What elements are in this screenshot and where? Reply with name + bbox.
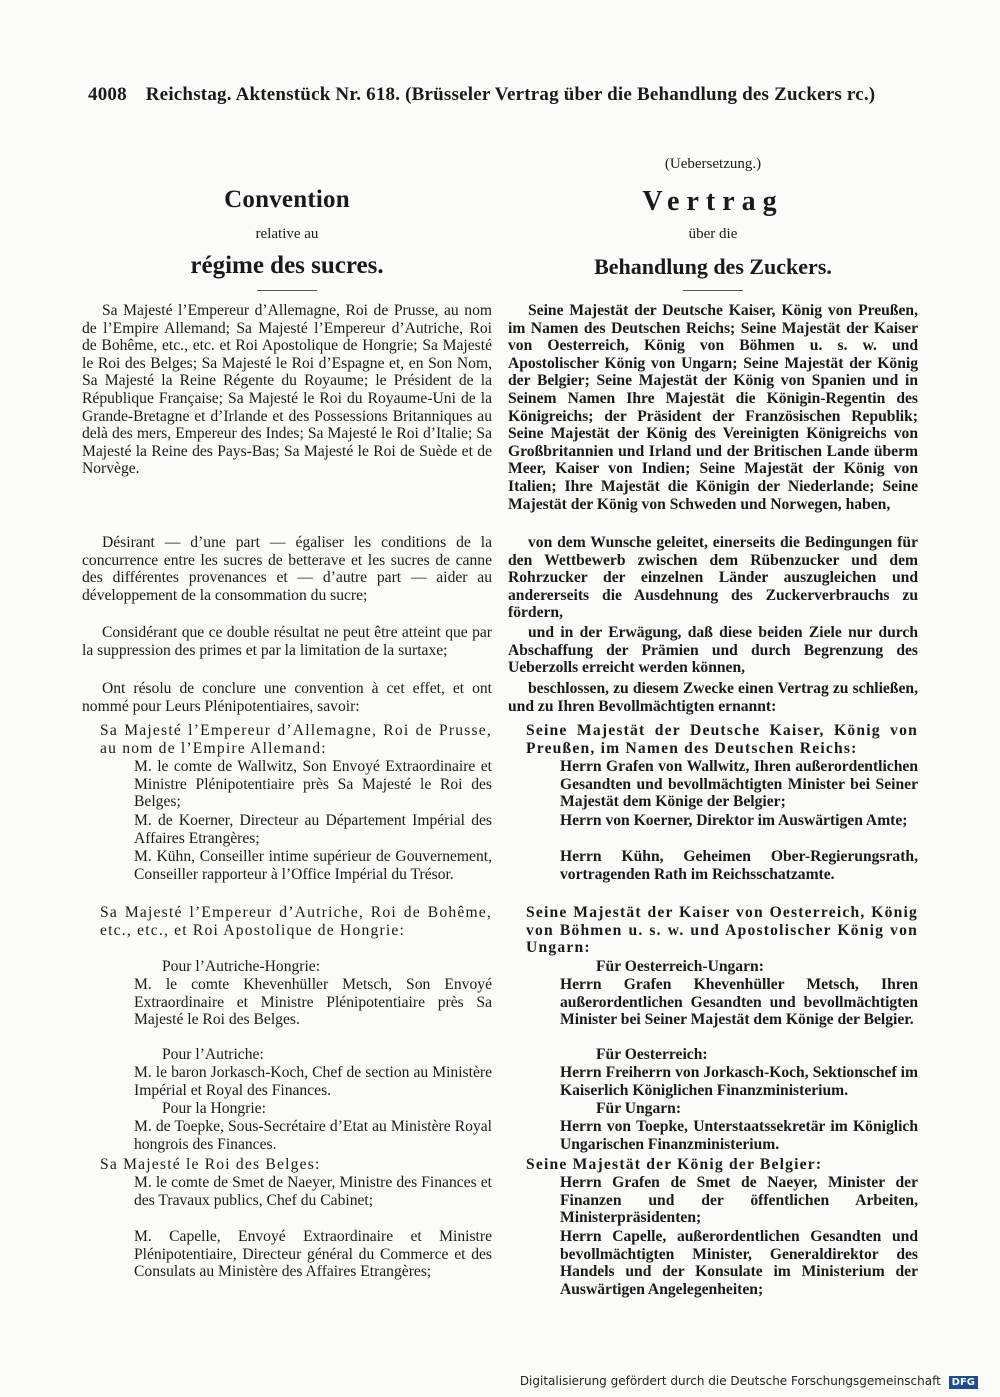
french-label-hungary: Pour la Hongrie: <box>162 1100 266 1117</box>
german-belgium-heading: Seine Majestät der König der Belgier: <box>526 1156 823 1173</box>
german-delegate-capelle: Herrn Capelle, außerordentlichen Gesandten und bevollmächtigten Minister, Generaldirektor des Handels und der Konsulate im Ministerium der Auswärtigen Angelegenheiten; <box>560 1228 918 1298</box>
german-preamble-sovereigns: Seine Majestät der Deutsche Kaiser, König von Preußen, im Namen des Deutschen Reichs; Seine Majestät der Kaiser von Oesterreich, König von Böhmen u. s. w. und Apostolischer König von Ungarn; Seine Majestät der König der Belgier; Seine Majestät der König von Spanien und in Seinem Namen Ihre Majestät die Königin-Regentin des Königreichs; der Präsident der Französischen Republik; Seine Majestät der König des Vereinigten Königreichs von Großbritannien und Irland und der Britischen Lande überm Meer, Kaiser von Indien; Seine Majestät der König von Italien; Ihre Majestät die Königin der Niederlande; Seine Majestät der König von Schweden und Norwegen, haben, <box>508 302 918 513</box>
french-preamble-sovereigns: Sa Majesté l’Empereur d’Allemagne, Roi de Prusse, au nom de l’Empire Allemand; Sa Majesté l’Empereur d’Autriche, Roi de Bohême, etc., etc. et Roi Apostolique de Hongrie; Sa Majesté le Roi des Belges; Sa Majesté le Roi d’Espagne et, en Son Nom, Sa Majesté la Reine Régente du Royaume; le Président de la République Française; Sa Majesté le Roi du Royaume-Uni de la Grande-Bretagne et d’Irlande et des Possessions Britanniques au delà des mers, Empereur des Indes; Sa Majesté le Roi d’Italie; Sa Majesté la Reine des Pays-Bas; Sa Majesté le Roi de Suède et de Norvège. <box>82 302 492 478</box>
french-preamble-considerant: Considérant que ce double résultat ne peut être atteint que par la suppression des primes et par la limitation de la surtaxe; <box>82 624 492 659</box>
french-preamble-resolu: Ont résolu de conclure une convention à cet effet, et ont nommé pour Leurs Plénipotentiaires, savoir: <box>82 680 492 715</box>
french-germany-heading: Sa Majesté l’Empereur d’Allemagne, Roi de Prusse, au nom de l’Empire Allemand: <box>100 722 492 757</box>
running-header <box>88 84 876 106</box>
german-label-hungary: Für Ungarn: <box>596 1100 682 1117</box>
french-preamble-desirant: Désirant — d’une part — égaliser les conditions de la concurrence entre les sucres de betterave et les sucres de canne des différentes provenances et — d’autre part — aider au développement de la consommation du sucre; <box>82 534 492 604</box>
french-belgium-heading: Sa Majesté le Roi des Belges: <box>100 1156 321 1173</box>
german-preamble-wunsch: von dem Wunsche geleitet, einerseits die Bedingungen für den Wettbewerb zwischen dem Rübenzucker und dem Rohrzucker der einzelnen Länder auszugleichen und andererseits die Ausdehnung des Zuckerverbrauchs zu fördern, <box>508 534 918 622</box>
french-delegate-khevenhueller: M. le comte Khevenhüller Metsch, Son Envoyé Extraordinaire et Ministre Plénipotentiaire près Sa Majesté le Roi des Belges. <box>134 976 492 1029</box>
german-delegate-koerner: Herrn von Koerner, Direktor im Auswärtigen Amte; <box>560 812 908 829</box>
french-label-austria-hungary: Pour l’Autriche-Hongrie: <box>162 958 321 975</box>
french-delegate-koerner: M. de Koerner, Directeur au Département Impérial des Affaires Etrangères; <box>134 812 492 847</box>
german-delegate-wallwitz: Herrn Grafen von Wallwitz, Ihren außerordentlichen Gesandten und bevollmächtigten Minister bei Seiner Majestät dem Könige der Belgier; <box>560 758 918 811</box>
translation-note: (Uebersetzung.) <box>664 156 762 172</box>
german-delegate-smet: Herrn Grafen de Smet de Naeyer, Minister der Finanzen und der öffentlichen Arbeiten, Ministerpräsidenten; <box>560 1174 918 1227</box>
divider <box>683 290 743 291</box>
german-delegate-jorkasch: Herrn Freiherrn von Jorkasch-Koch, Sektionschef im Kaiserlich Königlichen Finanzministerium. <box>560 1064 918 1099</box>
french-delegate-wallwitz: M. le comte de Wallwitz, Son Envoyé Extraordinaire et Ministre Plénipotentiaire près Sa Majesté le Roi des Belges; <box>134 758 492 811</box>
running-title: Reichstag. Aktenstück Nr. 618. (Brüsseler Vertrag über die Behandlung des Zuckers rc.) <box>145 84 876 105</box>
german-germany-heading: Seine Majestät der Deutsche Kaiser, König von Preußen, im Namen des Deutschen Reichs: <box>526 722 918 757</box>
french-title: Convention <box>224 186 350 213</box>
page-number: 4008 <box>88 84 127 105</box>
german-delegate-kuehn: Herrn Kühn, Geheimen Ober-Regierungsrath, vortragenden Rath im Reichsschatzamte. <box>560 848 918 883</box>
french-delegate-smet: M. le comte de Smet de Naeyer, Ministre des Finances et des Travaux publics, Chef du Cabinet; <box>134 1174 492 1209</box>
french-subtitle: relative au <box>255 226 319 242</box>
french-label-austria: Pour l’Autriche: <box>162 1046 264 1063</box>
french-delegate-kuehn: M. Kühn, Conseiller intime supérieur de Gouvernement, Conseiller rapporteur à l’Office Impérial du Trésor. <box>134 848 492 883</box>
dfg-logo: DFG <box>949 1376 978 1389</box>
german-austria-heading: Seine Majestät der Kaiser von Oesterreich, König von Böhmen u. s. w. und Apostolischer König von Ungarn: <box>526 904 918 957</box>
french-austria-heading: Sa Majesté l’Empereur d’Autriche, Roi de Bohême, etc., etc., et Roi Apostolique de Hongrie: <box>100 904 492 939</box>
credit-text: Digitalisierung gefördert durch die Deutsche Forschungsgemeinschaft <box>519 1374 941 1388</box>
german-preamble-beschlossen: beschlossen, zu diesem Zwecke einen Vertrag zu schließen, und zu Ihren Bevollmächtigten ernannt: <box>508 680 918 715</box>
german-delegate-khevenhueller: Herrn Grafen Khevenhüller Metsch, Ihren außerordentlichen Gesandten und bevollmächtigten Minister bei Seiner Majestät dem Könige der Belgier. <box>560 976 918 1029</box>
german-label-austria-hungary: Für Oesterreich-Ungarn: <box>596 958 764 975</box>
divider <box>257 290 317 291</box>
german-delegate-toepke: Herrn von Toepke, Unterstaatssekretär im Königlich Ungarischen Finanzministerium. <box>560 1118 918 1153</box>
german-title: Vertrag <box>642 186 784 217</box>
digitization-credit <box>520 1374 978 1389</box>
french-subject: régime des sucres. <box>190 252 384 279</box>
german-preamble-erwaegung: und in der Erwägung, daß diese beiden Ziele nur durch Abschaffung der Prämien und durch Begrenzung des Ueberzolls erreicht werden können, <box>508 624 918 677</box>
french-delegate-jorkasch: M. le baron Jorkasch-Koch, Chef de section au Ministère Impérial et Royal des Finances. <box>134 1064 492 1099</box>
french-delegate-toepke: M. de Toepke, Sous-Secrétaire d’Etat au Ministère Royal hongrois des Finances. <box>134 1118 492 1153</box>
german-subject: Behandlung des Zuckers. <box>594 254 832 279</box>
german-label-austria: Für Oesterreich: <box>596 1046 708 1063</box>
french-delegate-capelle: M. Capelle, Envoyé Extraordinaire et Ministre Plénipotentiaire, Directeur général du Commerce et des Consulats au Ministère des Affaires Etrangères; <box>134 1228 492 1281</box>
german-subtitle: über die <box>688 226 738 242</box>
